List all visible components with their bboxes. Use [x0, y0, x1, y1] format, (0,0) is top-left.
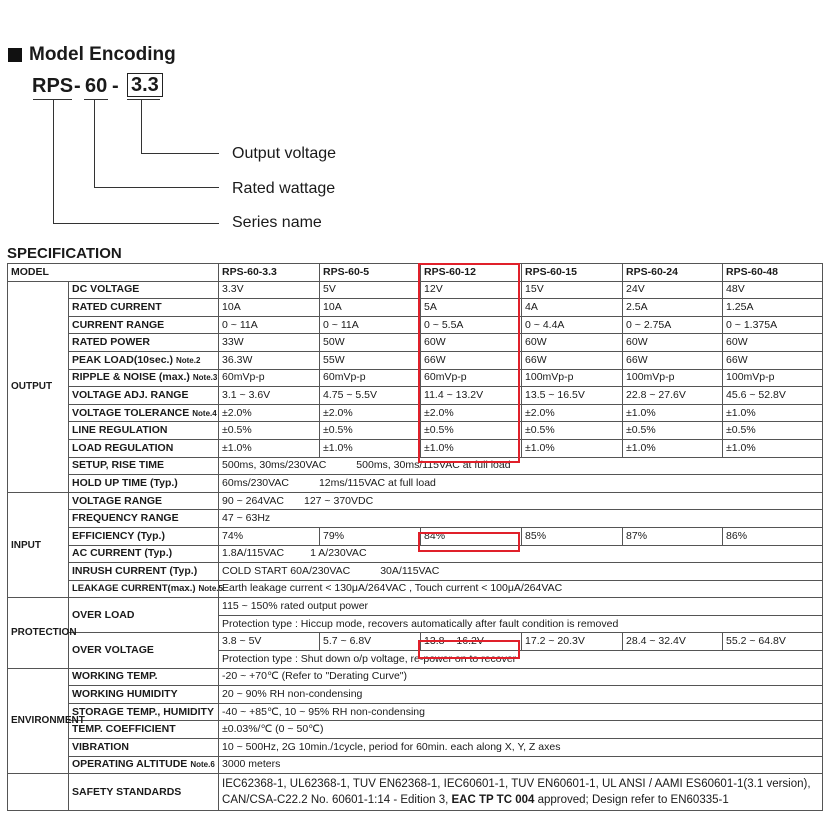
cell: 5A [421, 299, 522, 317]
cell-part: 1 A/230VAC [310, 547, 367, 560]
cell: ±0.5% [522, 422, 623, 440]
cell [219, 774, 823, 811]
cell: 66W [723, 351, 823, 369]
table-row [8, 369, 823, 387]
model-name: RPS-60-48 [723, 264, 823, 282]
model-name: RPS-60-12 [421, 264, 522, 282]
table-row [8, 510, 823, 528]
model-name: RPS-60-3.3 [219, 264, 320, 282]
cell: 60mVp-p [219, 369, 320, 387]
row-label: AC CURRENT (Typ.) [69, 545, 219, 563]
cell: ±1.0% [623, 439, 723, 457]
spec-title: SPECIFICATION [7, 245, 122, 262]
group-output: OUTPUT [8, 281, 69, 492]
code-sep-2: - [112, 75, 119, 97]
table-row [8, 475, 823, 493]
cell: 0 ~ 5.5A [421, 316, 522, 334]
table-row [8, 633, 823, 651]
cell-part: COLD START 60A/230VAC [222, 564, 351, 577]
table-row [8, 281, 823, 299]
cell: 60W [623, 334, 723, 352]
model-name: RPS-60-24 [623, 264, 723, 282]
cell: 60W [522, 334, 623, 352]
cell: 100mVp-p [522, 369, 623, 387]
cell: 86% [723, 527, 823, 545]
table-row [8, 387, 823, 405]
row-label: HOLD UP TIME (Typ.) [69, 475, 219, 493]
cell: ±1.0% [421, 439, 522, 457]
row-label: VOLTAGE RANGE [69, 492, 219, 510]
note-ref: Note.6 [190, 760, 215, 770]
cell: 0 ~ 4.4A [522, 316, 623, 334]
cell: 0 ~ 2.75A [623, 316, 723, 334]
highlight-overvoltage-rps-60-12 [418, 640, 520, 659]
cell: ±0.5% [723, 422, 823, 440]
cell: 13.8 ~ 16.2V [421, 633, 522, 651]
cell: ±1.0% [320, 439, 421, 457]
row-label-text: RIPPLE & NOISE (max.) [72, 371, 190, 384]
cell [219, 563, 823, 581]
table-row [8, 457, 823, 475]
cell: 22.8 ~ 27.6V [623, 387, 723, 405]
table-row [8, 527, 823, 545]
model-name: RPS-60-15 [522, 264, 623, 282]
cell: Earth leakage current < 130μA/264VAC , Touch current < 100μA/264VAC [219, 580, 823, 598]
row-label: FREQUENCY RANGE [69, 510, 219, 528]
row-label: LINE REGULATION [69, 422, 219, 440]
cell: ±0.5% [219, 422, 320, 440]
note-ref: Note.5 [198, 584, 223, 594]
row-label: LOAD REGULATION [69, 439, 219, 457]
cell: ±1.0% [723, 404, 823, 422]
cell: -40 ~ +85℃, 10 ~ 95% RH non-condensing [219, 703, 823, 721]
row-label-text: PEAK LOAD(10sec.) [72, 353, 173, 366]
table-row [8, 774, 823, 811]
row-label: TEMP. COEFFICIENT [69, 721, 219, 739]
group-input: INPUT [8, 492, 69, 598]
highlight-column-rps-60-12 [418, 263, 520, 463]
cell-part: 12ms/115VAC at full load [318, 476, 436, 489]
cell: ±1.0% [522, 439, 623, 457]
model-name: RPS-60-5 [320, 264, 421, 282]
cell: 79% [320, 527, 421, 545]
cell: 3.1 ~ 3.6V [219, 387, 320, 405]
table-row [8, 404, 823, 422]
cell: 60W [723, 334, 823, 352]
cell: 66W [623, 351, 723, 369]
tree-line [141, 99, 142, 153]
row-label [69, 580, 223, 598]
cell: Protection type : Shut down o/p voltage, re-power on to recover [219, 651, 823, 669]
cell: ±1.0% [219, 439, 320, 457]
safety-line-2b: EAC TP TC 004 [451, 794, 535, 807]
row-label: SAFETY STANDARDS [69, 774, 219, 811]
table-row [8, 492, 823, 510]
cell-part: 30A/115VAC [380, 564, 440, 577]
table-row [8, 299, 823, 317]
group-safety [8, 774, 69, 811]
cell: 10A [219, 299, 320, 317]
cell: 4A [522, 299, 623, 317]
cell: 85% [522, 527, 623, 545]
cell [219, 545, 823, 563]
cell: 3.8 ~ 5V [219, 633, 320, 651]
table-row [8, 756, 823, 774]
row-label: DC VOLTAGE [69, 281, 219, 299]
cell: 17.2 ~ 20.3V [522, 633, 623, 651]
table-row [8, 351, 823, 369]
tree-line [84, 99, 108, 100]
cell: 87% [623, 527, 723, 545]
code-sep-1: - [74, 75, 81, 97]
cell: -20 ~ +70℃ (Refer to "Derating Curve") [219, 668, 823, 686]
model-encoding-title: Model Encoding [29, 44, 176, 65]
label-output-voltage: Output voltage [232, 145, 337, 162]
heading-square-icon [8, 48, 22, 62]
tree-line [127, 99, 160, 100]
model-header: MODEL [8, 264, 219, 282]
table-row [8, 316, 823, 334]
table-row [8, 668, 823, 686]
cell: ±1.0% [623, 404, 723, 422]
tree-line [53, 99, 54, 223]
note-ref: Note.2 [175, 355, 201, 365]
row-label [69, 351, 219, 369]
row-label-text: OPERATING ALTITUDE [72, 758, 188, 771]
table-row [8, 703, 823, 721]
cell: 15V [522, 281, 623, 299]
table-row [8, 721, 823, 739]
cell: 33W [219, 334, 320, 352]
group-protection: PROTECTION [8, 598, 69, 668]
safety-line-1: IEC62368-1, UL62368-1, TUV EN62368-1, IEC60601-1, TUV EN60601-1, UL ANSI / AAMI ES60601-1(3.1 version), [222, 778, 811, 791]
cell: 115 ~ 150% rated output power [219, 598, 823, 616]
table-row [8, 739, 823, 757]
table-row [8, 545, 823, 563]
row-label: SETUP, RISE TIME [69, 457, 219, 475]
row-label: WORKING HUMIDITY [69, 686, 219, 704]
cell: ±2.0% [219, 404, 320, 422]
cell: ±0.5% [320, 422, 421, 440]
cell: 5V [320, 281, 421, 299]
table-row [8, 563, 823, 581]
cell: 1.25A [723, 299, 823, 317]
label-series-name: Series name [232, 214, 322, 231]
cell: 2.5A [623, 299, 723, 317]
cell: ±2.0% [320, 404, 421, 422]
cell: 4.75 ~ 5.5V [320, 387, 421, 405]
row-label-text: LEAKAGE CURRENT(max.) [72, 583, 196, 595]
note-ref: Note.4 [192, 408, 217, 418]
cell: 28.4 ~ 32.4V [623, 633, 723, 651]
safety-line-2c: approved; Design refer to EN60335-1 [537, 794, 729, 807]
cell: 36.3W [219, 351, 320, 369]
code-wattage: 60 [85, 75, 108, 97]
model-encoding-heading [8, 44, 176, 66]
cell: ±0.03%/℃ (0 ~ 50℃) [219, 721, 823, 739]
cell: 10 ~ 500Hz, 2G 10min./1cycle, period for 60min. each along X, Y, Z axes [219, 739, 823, 757]
cell: ±0.5% [421, 422, 522, 440]
cell: 100mVp-p [723, 369, 823, 387]
row-label: WORKING TEMP. [69, 668, 219, 686]
cell [219, 475, 823, 493]
cell: 24V [623, 281, 723, 299]
cell: 20 ~ 90% RH non-condensing [219, 686, 823, 704]
cell: 0 ~ 1.375A [723, 316, 823, 334]
cell: ±2.0% [421, 404, 522, 422]
table-row [8, 264, 823, 282]
cell: 55W [320, 351, 421, 369]
highlight-efficiency-rps-60-12 [418, 532, 520, 552]
cell: 13.5 ~ 16.5V [522, 387, 623, 405]
cell: ±1.0% [723, 439, 823, 457]
row-label: VIBRATION [69, 739, 219, 757]
table-row [8, 580, 823, 598]
row-label: OVER VOLTAGE [69, 633, 219, 668]
cell: 60W [421, 334, 522, 352]
row-label [69, 756, 219, 774]
tree-line [141, 153, 219, 154]
group-environment: ENVIRONMENT [8, 668, 69, 774]
cell: 47 ~ 63Hz [219, 510, 823, 528]
cell: 0 ~ 11A [320, 316, 421, 334]
cell: ±2.0% [522, 404, 623, 422]
note-ref: Note.3 [192, 373, 218, 383]
row-label: INRUSH CURRENT (Typ.) [69, 563, 219, 581]
table-row [8, 598, 823, 616]
table-row [8, 334, 823, 352]
cell: 60mVp-p [421, 369, 522, 387]
cell: 48V [723, 281, 823, 299]
cell: Protection type : Hiccup mode, recovers automatically after fault condition is removed [219, 615, 823, 633]
cell: 5.7 ~ 6.8V [320, 633, 421, 651]
cell: ±0.5% [623, 422, 723, 440]
spec-table [7, 263, 823, 811]
cell: 66W [522, 351, 623, 369]
cell [219, 457, 823, 475]
cell-part: 500ms, 30ms/230VAC [222, 459, 327, 472]
row-label: OVER LOAD [69, 598, 219, 633]
row-label-text: VOLTAGE TOLERANCE [72, 406, 190, 419]
cell-part: 127 ~ 370VDC [304, 494, 374, 507]
code-series: RPS [32, 75, 74, 97]
table-row [8, 686, 823, 704]
tree-line [94, 99, 95, 187]
code-voltage: 3.3 [127, 73, 163, 97]
cell: 84% [421, 527, 522, 545]
table-row [8, 422, 823, 440]
cell: 55.2 ~ 64.8V [723, 633, 823, 651]
cell-part: 60ms/230VAC [222, 476, 289, 489]
row-label: RATED CURRENT [69, 299, 219, 317]
cell: 45.6 ~ 52.8V [723, 387, 823, 405]
cell: 66W [421, 351, 522, 369]
row-label: CURRENT RANGE [69, 316, 219, 334]
cell: 3.3V [219, 281, 320, 299]
row-label: EFFICIENCY (Typ.) [69, 527, 219, 545]
table-row [8, 439, 823, 457]
cell: 10A [320, 299, 421, 317]
safety-line-2a: CAN/CSA-C22.2 No. 60601-1:14 - Edition 3, [222, 794, 449, 807]
cell: 60mVp-p [320, 369, 421, 387]
row-label [69, 404, 219, 422]
row-label: RATED POWER [69, 334, 219, 352]
cell-part: 500ms, 30ms/115VAC at full load [356, 459, 511, 472]
cell: 74% [219, 527, 320, 545]
cell: 50W [320, 334, 421, 352]
cell [219, 492, 823, 510]
cell: 12V [421, 281, 522, 299]
cell: 11.4 ~ 13.2V [421, 387, 522, 405]
row-label: STORAGE TEMP., HUMIDITY [69, 703, 219, 721]
cell: 3000 meters [219, 756, 823, 774]
cell-part: 90 ~ 264VAC [222, 494, 284, 507]
row-label [69, 369, 219, 387]
tree-line [94, 187, 219, 188]
label-rated-wattage: Rated wattage [232, 180, 336, 197]
tree-line [53, 223, 219, 224]
cell: 100mVp-p [623, 369, 723, 387]
cell: 0 ~ 11A [219, 316, 320, 334]
row-label: VOLTAGE ADJ. RANGE [69, 387, 219, 405]
cell-part: 1.8A/115VAC [222, 547, 285, 560]
